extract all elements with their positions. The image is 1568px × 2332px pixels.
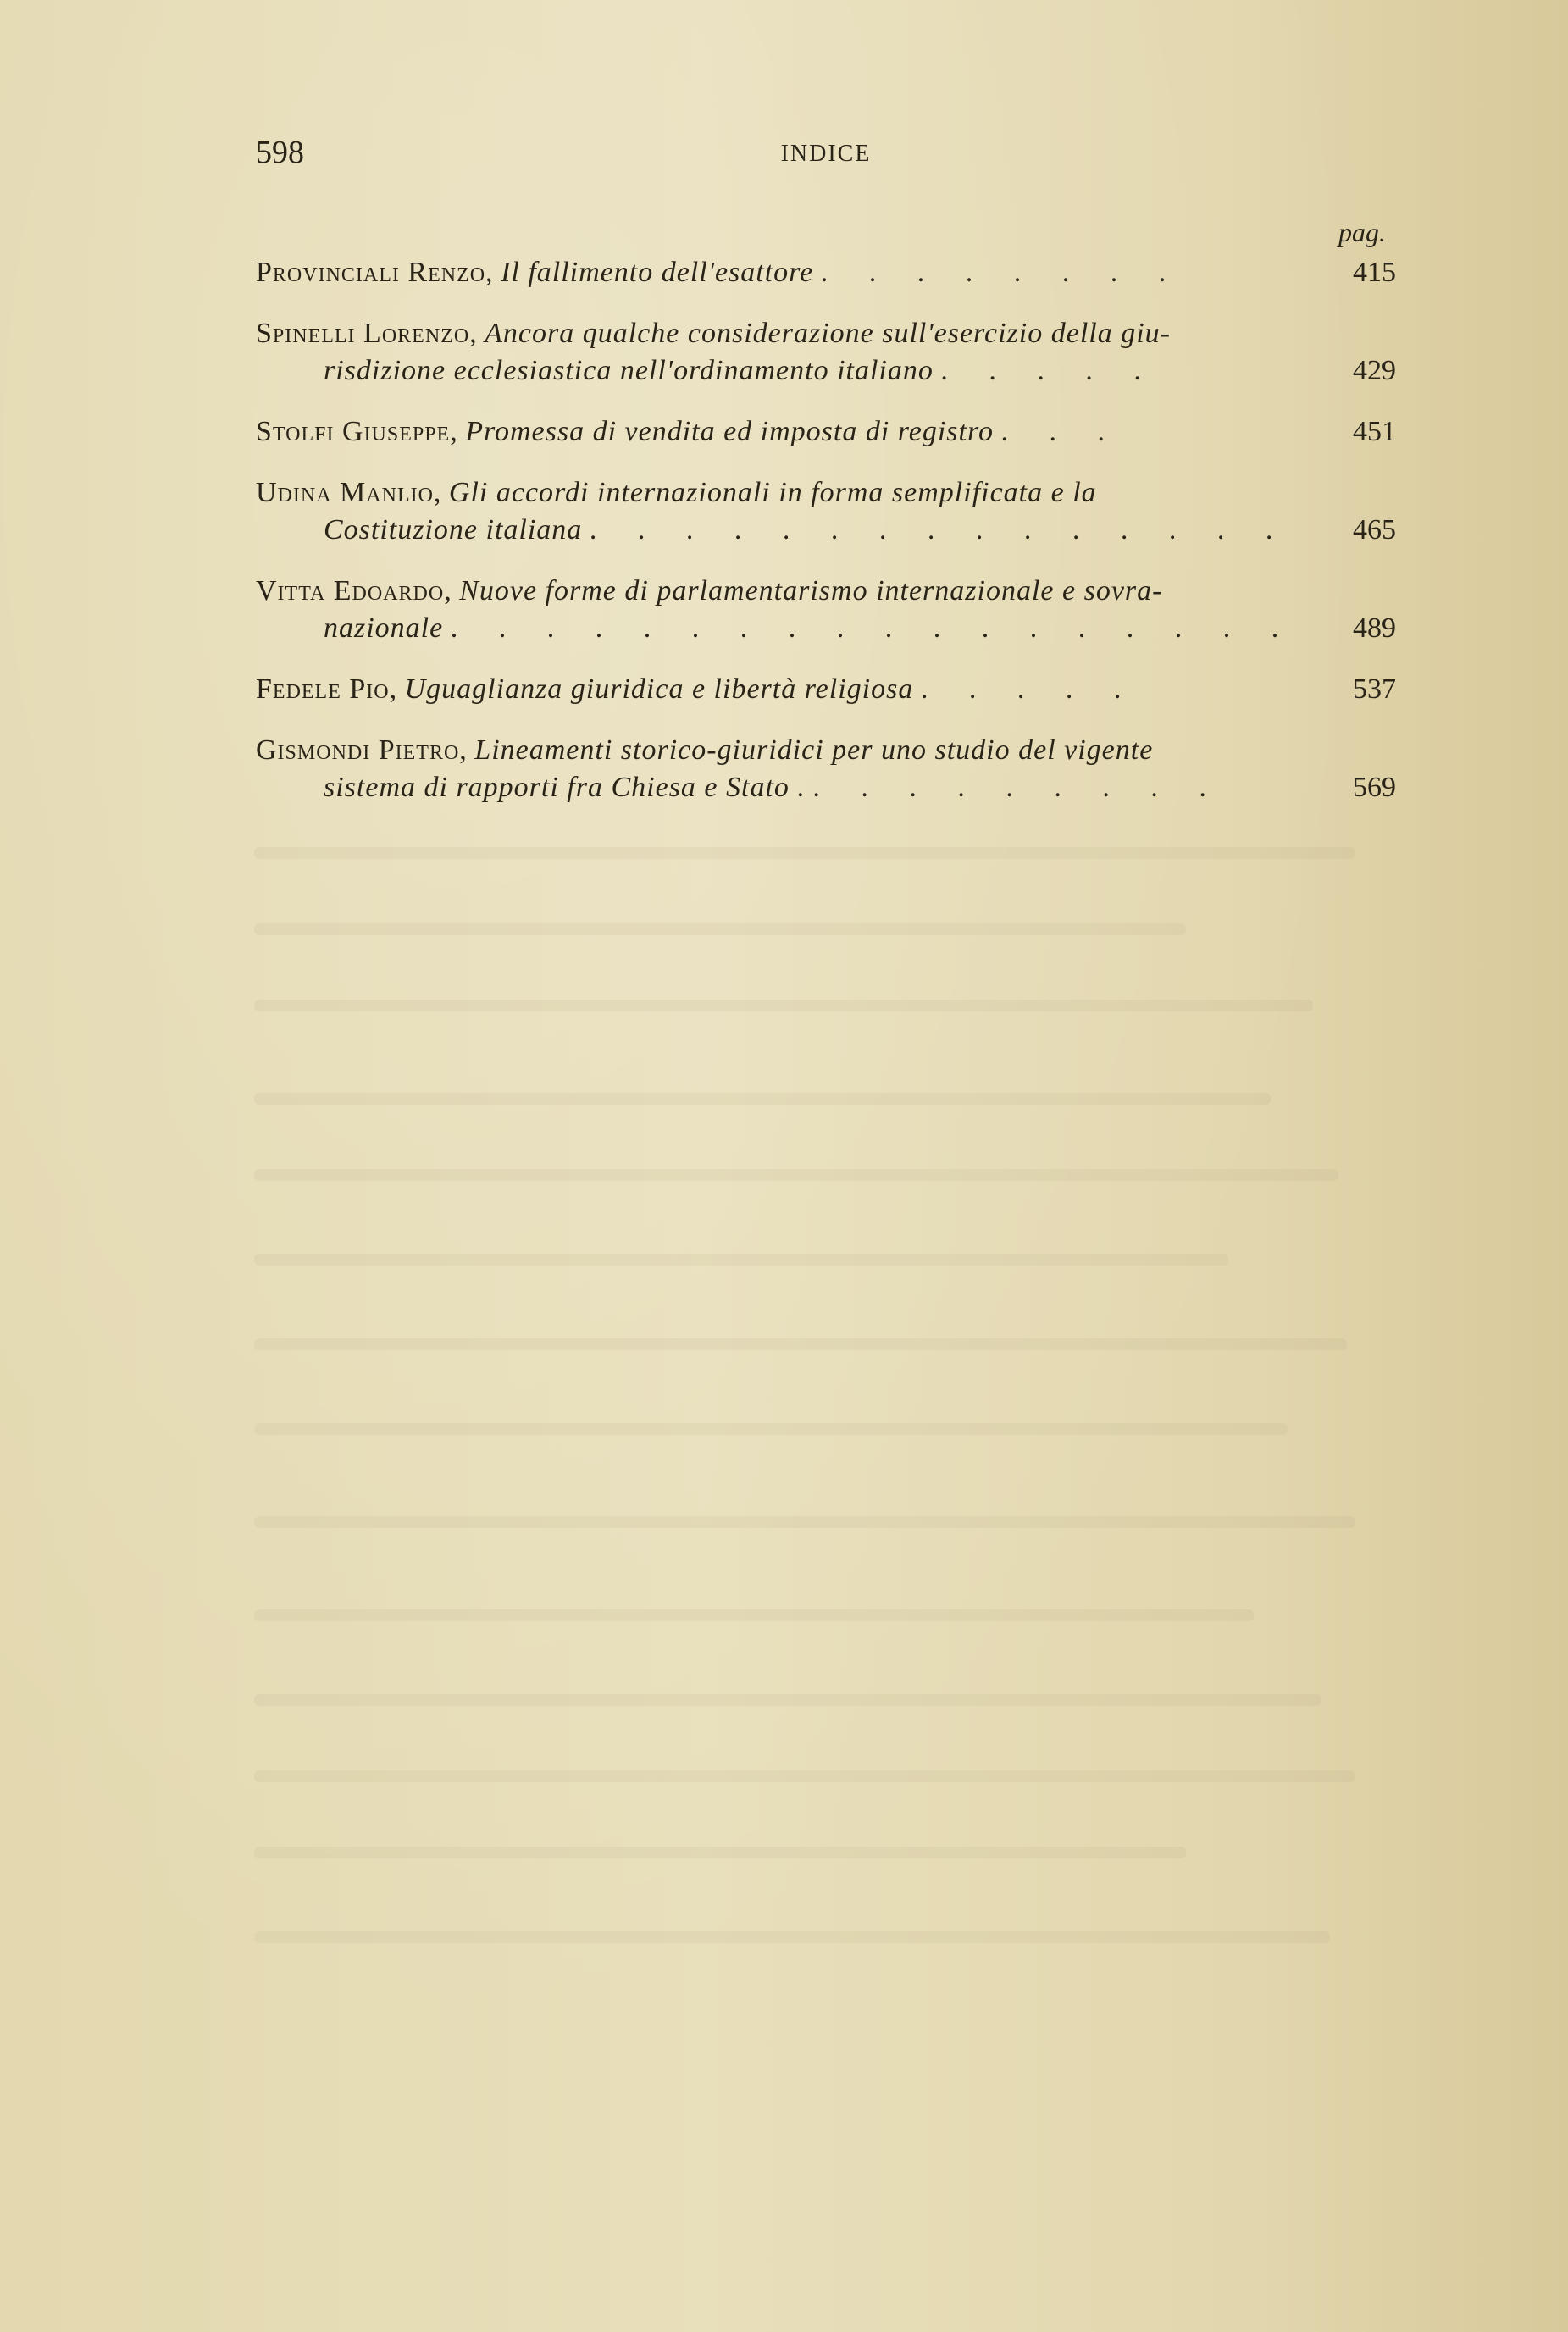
toc-page-number: 429 bbox=[1353, 355, 1396, 386]
toc-entry-line bbox=[256, 732, 1396, 769]
show-through-line bbox=[254, 1169, 1338, 1181]
toc-title: Uguaglianza giuridica e libertà religiosa bbox=[404, 673, 914, 705]
toc-entry-line bbox=[256, 512, 1396, 549]
running-head bbox=[256, 134, 1396, 176]
show-through-line bbox=[254, 1931, 1330, 1943]
toc-title: Promessa di vendita ed imposta di registro bbox=[465, 416, 994, 447]
dot-leaders: . . . . . . . . . bbox=[812, 772, 1223, 803]
page-number: 598 bbox=[256, 135, 304, 170]
show-through-line bbox=[254, 1000, 1313, 1011]
toc-entry bbox=[256, 573, 1396, 647]
toc-entry-line bbox=[256, 671, 1396, 708]
toc-entry bbox=[256, 474, 1396, 549]
show-through-line bbox=[254, 1609, 1254, 1621]
pag-column-label: pag. bbox=[1338, 217, 1386, 247]
show-through-line bbox=[254, 1423, 1288, 1435]
dot-leaders: . . . . . . . . . . . . . . . bbox=[589, 514, 1290, 546]
toc-author: Fedele Pio, bbox=[256, 673, 398, 705]
show-through-line bbox=[254, 1254, 1228, 1266]
show-through-line bbox=[254, 847, 1355, 859]
toc-entry-line bbox=[256, 474, 1396, 512]
dot-leaders: . . . bbox=[1000, 416, 1122, 447]
toc-entry-line bbox=[256, 610, 1396, 647]
toc-entry bbox=[256, 732, 1396, 806]
toc-author: Stolfi Giuseppe, bbox=[256, 416, 458, 447]
toc-title: Il fallimento dell'esattore bbox=[501, 257, 814, 288]
toc-title-continued: risdizione ecclesiastica nell'ordinamento italiano bbox=[324, 355, 934, 386]
show-through-line bbox=[254, 1093, 1271, 1105]
dot-leaders: . . . . . . . . . . . . . . . . . . bbox=[450, 612, 1296, 644]
toc-entry-line bbox=[256, 254, 1396, 291]
show-through-line bbox=[254, 1770, 1355, 1782]
toc-page-number: 415 bbox=[1353, 257, 1396, 288]
toc-entry bbox=[256, 315, 1396, 390]
toc-author: Spinelli Lorenzo, bbox=[256, 318, 478, 349]
toc-entry-line bbox=[256, 769, 1396, 806]
table-of-contents bbox=[256, 254, 1396, 830]
toc-title: Ancora qualche considerazione sull'esercizio della giu- bbox=[485, 318, 1171, 349]
dot-leaders: . . . . . bbox=[920, 673, 1139, 705]
toc-entry-line bbox=[256, 352, 1396, 390]
toc-page-number: 451 bbox=[1353, 416, 1396, 447]
toc-title-continued: sistema di rapporti fra Chiesa e Stato . bbox=[324, 772, 806, 803]
toc-author: Udina Manlio, bbox=[256, 477, 442, 508]
toc-page-number: 489 bbox=[1353, 612, 1396, 644]
toc-page-number: 537 bbox=[1353, 673, 1396, 705]
dot-leaders: . . . . . bbox=[940, 355, 1158, 386]
toc-entry bbox=[256, 413, 1396, 451]
toc-title: Nuove forme di parlamentarismo internazionale e sovra- bbox=[459, 575, 1163, 607]
toc-page-number: 569 bbox=[1353, 772, 1396, 803]
dot-leaders: . . . . . . . . bbox=[820, 257, 1183, 288]
toc-title-continued: nazionale bbox=[324, 612, 444, 644]
toc-author: Provinciali Renzo, bbox=[256, 257, 494, 288]
show-through-line bbox=[254, 1338, 1347, 1350]
toc-author: Vitta Edoardo, bbox=[256, 575, 452, 607]
show-through-line bbox=[254, 1516, 1355, 1528]
toc-title: Gli accordi internazionali in forma semplificata e la bbox=[448, 477, 1097, 508]
toc-entry-line bbox=[256, 413, 1396, 451]
toc-entry bbox=[256, 671, 1396, 708]
running-title: INDICE bbox=[780, 141, 872, 167]
toc-page-number: 465 bbox=[1353, 514, 1396, 546]
toc-title-continued: Costituzione italiana bbox=[324, 514, 583, 546]
toc-entry bbox=[256, 254, 1396, 291]
toc-entry-line bbox=[256, 573, 1396, 610]
show-through-line bbox=[254, 1847, 1186, 1858]
toc-author: Gismondi Pietro, bbox=[256, 734, 468, 766]
show-through-line bbox=[254, 1694, 1321, 1706]
toc-title: Lineamenti storico-giuridici per uno studio del vigente bbox=[474, 734, 1154, 766]
toc-entry-line bbox=[256, 315, 1396, 352]
show-through-line bbox=[254, 923, 1186, 935]
